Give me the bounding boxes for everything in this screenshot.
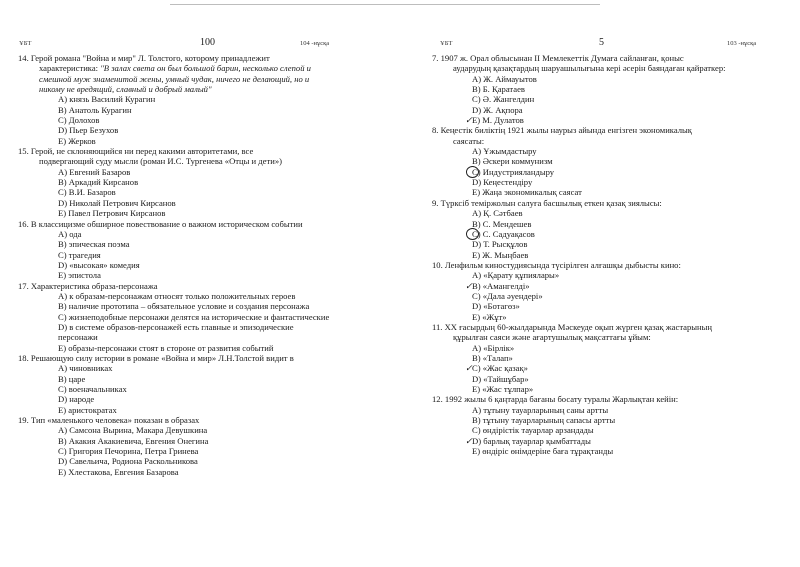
answer-option[interactable]: C) Ә. Жангелдин: [472, 94, 535, 105]
question-text: 1992 жылы 6 қаңтарда бағаны босату туралы Жарлықтан кейін:: [444, 394, 679, 405]
left-variant-label: 104 -нұсқа: [300, 40, 330, 47]
answer-option[interactable]: A) Ж. Аймауытов: [472, 73, 537, 84]
question-8: [432, 125, 792, 197]
answer-option-marked[interactable]: [432, 363, 792, 373]
answer-option[interactable]: A) Евгений Базаров: [58, 166, 131, 177]
left-page-number: 100: [200, 37, 215, 48]
answer-option[interactable]: D) в системе образов-персонажей есть главные и эпизодические: [58, 321, 294, 332]
answer-option[interactable]: D) Савельича, Родиона Раскольникова: [58, 456, 198, 467]
question-number: 7.: [432, 53, 439, 63]
answer-option-label: E) М. Дулатов: [472, 115, 524, 126]
answer-option[interactable]: D) Пьер Безухов: [58, 125, 119, 136]
answer-option[interactable]: D) «высокая» комедия: [58, 259, 140, 270]
question-number: 14.: [18, 53, 29, 63]
answer-option[interactable]: C) Григория Печорина, Петра Гринева: [58, 446, 199, 457]
question-text: Характеристика образа-персонажа: [30, 280, 158, 291]
answer-option[interactable]: C) өндірістік тауарлар арзандады: [472, 425, 594, 436]
checkmark-icon: ✓: [465, 115, 473, 126]
question-12: [432, 394, 792, 456]
question-19: [18, 415, 396, 477]
right-variant-label: 103 -нұсқа: [727, 40, 757, 47]
answer-option[interactable]: A) ода: [58, 228, 82, 239]
answer-option[interactable]: D) Кеңестендіру: [472, 177, 533, 188]
checkmark-icon: ✓: [465, 363, 473, 374]
answer-option[interactable]: E) аристократах: [58, 404, 117, 415]
answer-option[interactable]: E) «Жұт»: [472, 311, 507, 322]
question-9: [432, 198, 792, 260]
answer-option-label: C) «Жас қазақ»: [472, 363, 528, 374]
answer-option-label: D) барлық тауарлар қымбаттады: [472, 435, 591, 446]
scan-top-line: [170, 4, 600, 5]
answer-option[interactable]: E) образы-персонажи стоят в стороне от развития событий: [58, 342, 274, 353]
question-number: 8.: [432, 125, 439, 136]
question-number: 16.: [18, 218, 29, 229]
answer-option[interactable]: C) жизнеподобные персонажи делятся на исторические и фантастические: [58, 311, 330, 322]
question-quote: смешной муж знаменитой жены, умный чудак, ничего не делающий, но и: [39, 73, 310, 84]
answer-option-marked[interactable]: [432, 229, 792, 239]
answer-option-marked[interactable]: [432, 115, 792, 125]
question-text: XX ғасырдың 60-жылдарында Мәскеуде оқып жүрген қазақ жастарының: [444, 321, 713, 332]
right-header-label: ҰБТ: [440, 40, 453, 47]
answer-option[interactable]: B) Анатоль Курагин: [58, 104, 132, 115]
answer-option[interactable]: E) эпистола: [58, 270, 101, 281]
answer-option-marked[interactable]: [432, 167, 792, 177]
answer-option[interactable]: E) Павел Петрович Кирсанов: [58, 208, 166, 219]
left-header-label: ҰБТ: [19, 40, 32, 47]
question-text: Түрксіб теміржолын салуға басшылық еткен қазақ зиялысы:: [440, 197, 662, 208]
question-16: [18, 219, 396, 281]
question-text: подвергающий суду мысли (роман И.С. Тургенева «Отцы и дети»): [39, 156, 283, 167]
question-14: [18, 53, 396, 146]
question-number: 15.: [18, 146, 29, 157]
answer-option[interactable]: A) тұтыну тауарларының саны артты: [472, 404, 609, 415]
question-text: Ленфильм киностудиясында түсірілген алғашқы дыбысты кино:: [444, 259, 681, 270]
checkmark-icon: ✓: [465, 435, 473, 446]
answer-option-label: C) С. Садуақасов: [472, 228, 535, 239]
left-column: [18, 53, 396, 477]
answer-option[interactable]: C) В.И. Базаров: [58, 187, 116, 198]
answer-option[interactable]: B) Аркадий Кирсанов: [58, 177, 139, 188]
answer-option[interactable]: E) Жаңа экономикалық саясат: [472, 187, 582, 198]
answer-option[interactable]: A) Қ. Сәтбаев: [472, 208, 523, 219]
answer-option[interactable]: D) Т. Рысқұлов: [472, 239, 528, 250]
answer-option[interactable]: A) князь Василий Курагин: [58, 94, 156, 105]
question-15: [18, 146, 396, 218]
question-text: Герой, не склоняющийся ни перед какими авторитетами, все: [30, 146, 254, 157]
question-17: [18, 281, 396, 353]
question-text: 1907 ж. Орал облысынан ІІ Мемлекеттік Думаға сайланған, қоныс: [440, 53, 684, 63]
answer-option-label: C) Индустрияландыру: [472, 166, 555, 177]
right-column: [432, 53, 792, 456]
answer-option[interactable]: A) Самсона Вырина, Макара Девушкина: [58, 425, 208, 436]
question-number: 10.: [432, 259, 443, 270]
answer-option[interactable]: D) народе: [58, 394, 95, 405]
question-10: [432, 260, 792, 322]
circle-mark-icon: [466, 166, 479, 178]
question-number: 12.: [432, 394, 443, 405]
question-11: [432, 322, 792, 394]
right-page-number: 5: [599, 37, 604, 48]
answer-option[interactable]: B) Б. Қаратаев: [472, 84, 525, 95]
question-text: аударудың қазақтардың шаруашылығына кері әсерін баяндаған қайраткер:: [453, 63, 726, 74]
answer-option[interactable]: E) Ж. Мыңбаев: [472, 249, 529, 260]
answer-option[interactable]: A) Ұжымдастыру: [472, 146, 537, 157]
question-number: 9.: [432, 197, 439, 208]
question-text: Герой романа "Война и мир" Л. Толстого, которому принадлежит: [30, 53, 270, 63]
answer-option[interactable]: B) С. Мендешев: [472, 218, 532, 229]
answer-option[interactable]: C) «Дала әуендері»: [472, 290, 543, 301]
answer-option-marked[interactable]: [432, 436, 792, 446]
question-text: Кеңестік биліктің 1921 жылы наурыз айында енгізген экономикалық: [440, 125, 692, 136]
question-text: саясаты:: [453, 135, 485, 146]
answer-option[interactable]: D) Ж. Ақпора: [472, 104, 523, 115]
answer-option[interactable]: B) «Талап»: [472, 352, 513, 363]
answer-option[interactable]: A) «Қарату құпиялары»: [472, 270, 560, 281]
answer-option[interactable]: D) Николай Петрович Кирсанов: [58, 197, 176, 208]
answer-option[interactable]: C) Долохов: [58, 115, 100, 126]
question-quote: никому не вредящий, славный и добрый малый": [39, 84, 212, 95]
question-text: құрылған саяси және ағартушылық мақсаттағы ұйым:: [453, 332, 651, 343]
answer-option[interactable]: D) «Ботагөз»: [472, 301, 520, 312]
question-18: [18, 353, 396, 415]
question-7: [432, 53, 792, 125]
answer-option[interactable]: A) к образам-персонажам относят только положительных героев: [58, 290, 296, 301]
answer-option[interactable]: B) эпическая поэма: [58, 239, 130, 250]
question-text: Тип «маленького человека» показан в образах: [30, 415, 200, 426]
answer-option[interactable]: E) өндіріс өнімдеріне баға тұрақтанды: [472, 446, 614, 457]
question-text: Решающую силу истории в романе «Война и мир» Л.Н.Толстой видит в: [30, 352, 294, 363]
circle-mark-icon: [466, 228, 479, 240]
answer-option[interactable]: A) «Бірлік»: [472, 342, 515, 353]
answer-option[interactable]: A) чиновниках: [58, 363, 113, 374]
answer-option-continuation: персонажи: [58, 332, 98, 343]
answer-option[interactable]: B) Әскери коммунизм: [472, 156, 553, 167]
question-number: 18.: [18, 352, 29, 363]
answer-option[interactable]: C) трагедия: [58, 249, 101, 260]
answer-option-marked[interactable]: [432, 281, 792, 291]
answer-option[interactable]: B) наличие прототипа – обязательное условие и создания персонажа: [58, 301, 310, 312]
answer-option[interactable]: E) Хлестакова, Евгения Базарова: [58, 466, 179, 477]
answer-option[interactable]: B) царе: [58, 373, 86, 384]
checkmark-icon: ✓: [465, 280, 473, 291]
answer-option[interactable]: E) «Жас тұлпар»: [472, 384, 534, 394]
answer-option[interactable]: C) военачальниках: [58, 384, 127, 394]
question-number: 17.: [18, 280, 29, 291]
question-text: В классицизме обширное повествование о важном историческом событии: [30, 218, 303, 229]
answer-option[interactable]: B) тұтыну тауарларының сапасы артты: [472, 415, 616, 426]
question-number: 19.: [18, 415, 29, 426]
question-number: 11.: [432, 321, 443, 332]
question-quote: "В залах света он был большой барин, несколько слепой и: [100, 63, 311, 74]
answer-option[interactable]: B) Акакия Акакиевича, Евгения Онегина: [58, 435, 209, 446]
answer-option-label: B) «Амангелді»: [472, 280, 530, 291]
question-text: характеристика:: [39, 63, 101, 74]
answer-option[interactable]: D) «Тайшұбар»: [472, 373, 529, 384]
answer-option[interactable]: E) Жерков: [58, 135, 96, 146]
